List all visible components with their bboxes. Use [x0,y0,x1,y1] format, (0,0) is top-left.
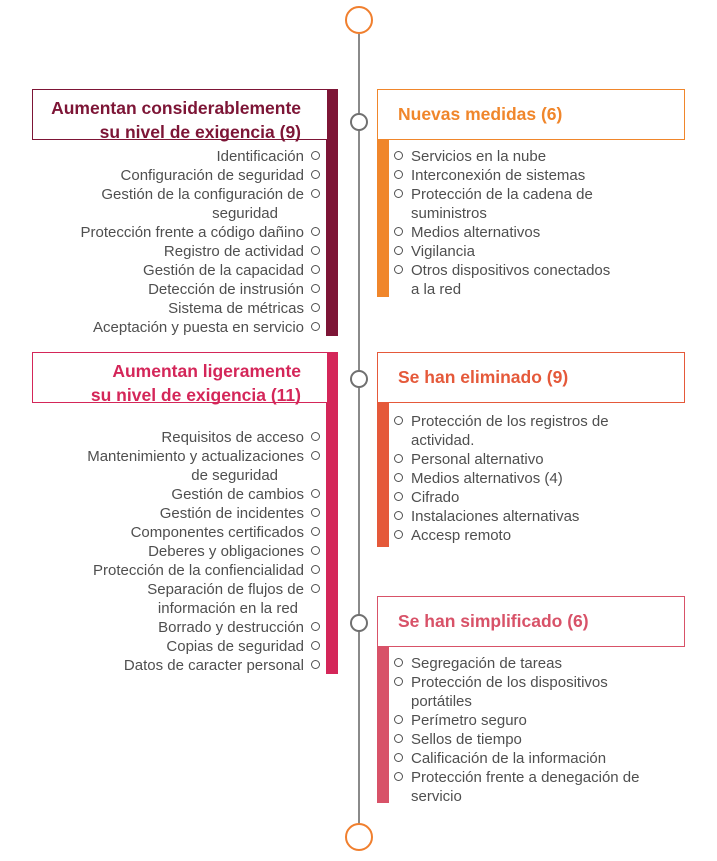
considerable-title-line1: Aumentan considerablemente [51,98,301,118]
considerable-title-box [32,89,328,140]
list-item: Separación de flujos de [20,580,322,599]
bullet-icon [394,170,403,179]
new-measures-list [393,147,693,299]
list-item: Requisitos de acceso [20,428,322,447]
list-item-continuation: seguridad [212,205,278,222]
bullet-icon [394,734,403,743]
list-item-continuation: servicio [411,788,462,805]
bullet-icon [311,451,320,460]
bullet-icon [394,265,403,274]
bullet-icon [311,432,320,441]
list-item-continuation: a la red [411,281,462,298]
bullet-icon [311,151,320,160]
list-item: Aceptación y puesta en servicio [20,318,322,337]
bullet-icon [311,303,320,312]
list-item: Perímetro seguro [393,711,703,730]
timeline-node-2 [350,370,368,388]
bullet-icon [394,454,403,463]
bullet-icon [311,584,320,593]
bullet-icon [311,622,320,631]
bullet-icon [311,284,320,293]
list-item: Sellos de tiempo [393,730,703,749]
removed-list [393,412,693,545]
bullet-icon [311,641,320,650]
bullet-icon [394,492,403,501]
considerable-list [20,147,322,337]
bullet-icon [394,246,403,255]
list-item: Detección de instrusión [20,280,322,299]
bullet-icon [311,246,320,255]
list-item: Protección frente a denegación de [393,768,703,787]
list-item: Copias de seguridad [20,637,322,656]
list-item: Sistema de métricas [20,299,322,318]
list-item: Protección de la confiencialidad [20,561,322,580]
bullet-icon [394,151,403,160]
timeline-end-circle [345,823,373,851]
bullet-icon [394,189,403,198]
new-measures-title-box [377,89,685,140]
list-item: Instalaciones alternativas [393,507,693,526]
list-item: Componentes certificados [20,523,322,542]
bullet-icon [311,189,320,198]
list-item-continuation: portátiles [411,693,472,710]
bullet-icon [311,227,320,236]
list-item: Registro de actividad [20,242,322,261]
bullet-icon [311,546,320,555]
bullet-icon [394,772,403,781]
timeline-node-1 [350,113,368,131]
slight-title-box [32,352,328,403]
list-item: Segregación de tareas [393,654,703,673]
slight-title-line2: su nivel de exigencia (11) [90,385,301,405]
list-item: Cifrado [393,488,693,507]
bullet-icon [394,511,403,520]
bullet-icon [311,170,320,179]
bullet-icon [394,658,403,667]
list-item: Gestión de incidentes [20,504,322,523]
list-item: Calificación de la información [393,749,703,768]
list-item: Gestión de la configuración de [20,185,322,204]
list-item: Datos de caracter personal [20,656,322,675]
new-measures-title: Nuevas medidas (6) [398,104,563,124]
bullet-icon [311,565,320,574]
list-item: Protección de los dispositivos [393,673,703,692]
removed-title: Se han eliminado (9) [398,367,569,387]
bullet-icon [311,527,320,536]
bullet-icon [394,677,403,686]
simplified-title-box [377,596,685,647]
bullet-icon [311,508,320,517]
timeline-node-3 [350,614,368,632]
bullet-icon [394,715,403,724]
list-item-continuation: suministros [411,205,487,222]
list-item: Personal alternativo [393,450,693,469]
bullet-icon [394,473,403,482]
bullet-icon [311,489,320,498]
considerable-title-line2: su nivel de exigencia (9) [99,122,301,142]
bullet-icon [394,416,403,425]
bullet-icon [311,322,320,331]
simplified-title: Se han simplificado (6) [398,611,589,631]
list-item: Deberes y obligaciones [20,542,322,561]
bullet-icon [311,265,320,274]
slight-title-line1: Aumentan ligeramente [112,361,301,381]
bullet-icon [394,227,403,236]
list-item: Interconexión de sistemas [393,166,693,185]
list-item-continuation: actividad. [411,432,475,449]
list-item: Mantenimiento y actualizaciones [20,447,322,466]
list-item: Otros dispositivos conectados [393,261,693,280]
list-item: Vigilancia [393,242,693,261]
timeline-start-circle [345,6,373,34]
list-item: Gestión de la capacidad [20,261,322,280]
simplified-list [393,654,703,806]
bullet-icon [311,660,320,669]
timeline-line [358,34,360,824]
list-item: Borrado y destrucción [20,618,322,637]
list-item: Servicios en la nube [393,147,693,166]
list-item: Configuración de seguridad [20,166,322,185]
list-item: Identificación [20,147,322,166]
list-item: Protección de la cadena de [393,185,693,204]
list-item: Protección de los registros de [393,412,693,431]
list-item: Medios alternativos (4) [393,469,693,488]
list-item: Protección frente a código dañino [20,223,322,242]
bullet-icon [394,753,403,762]
list-item: Medios alternativos [393,223,693,242]
list-item-continuation: información en la red [157,600,298,617]
list-item: Accesp remoto [393,526,693,545]
list-item-continuation: de seguridad [191,467,278,484]
list-item: Gestión de cambios [20,485,322,504]
slight-list [20,428,322,675]
bullet-icon [394,530,403,539]
removed-title-box [377,352,685,403]
